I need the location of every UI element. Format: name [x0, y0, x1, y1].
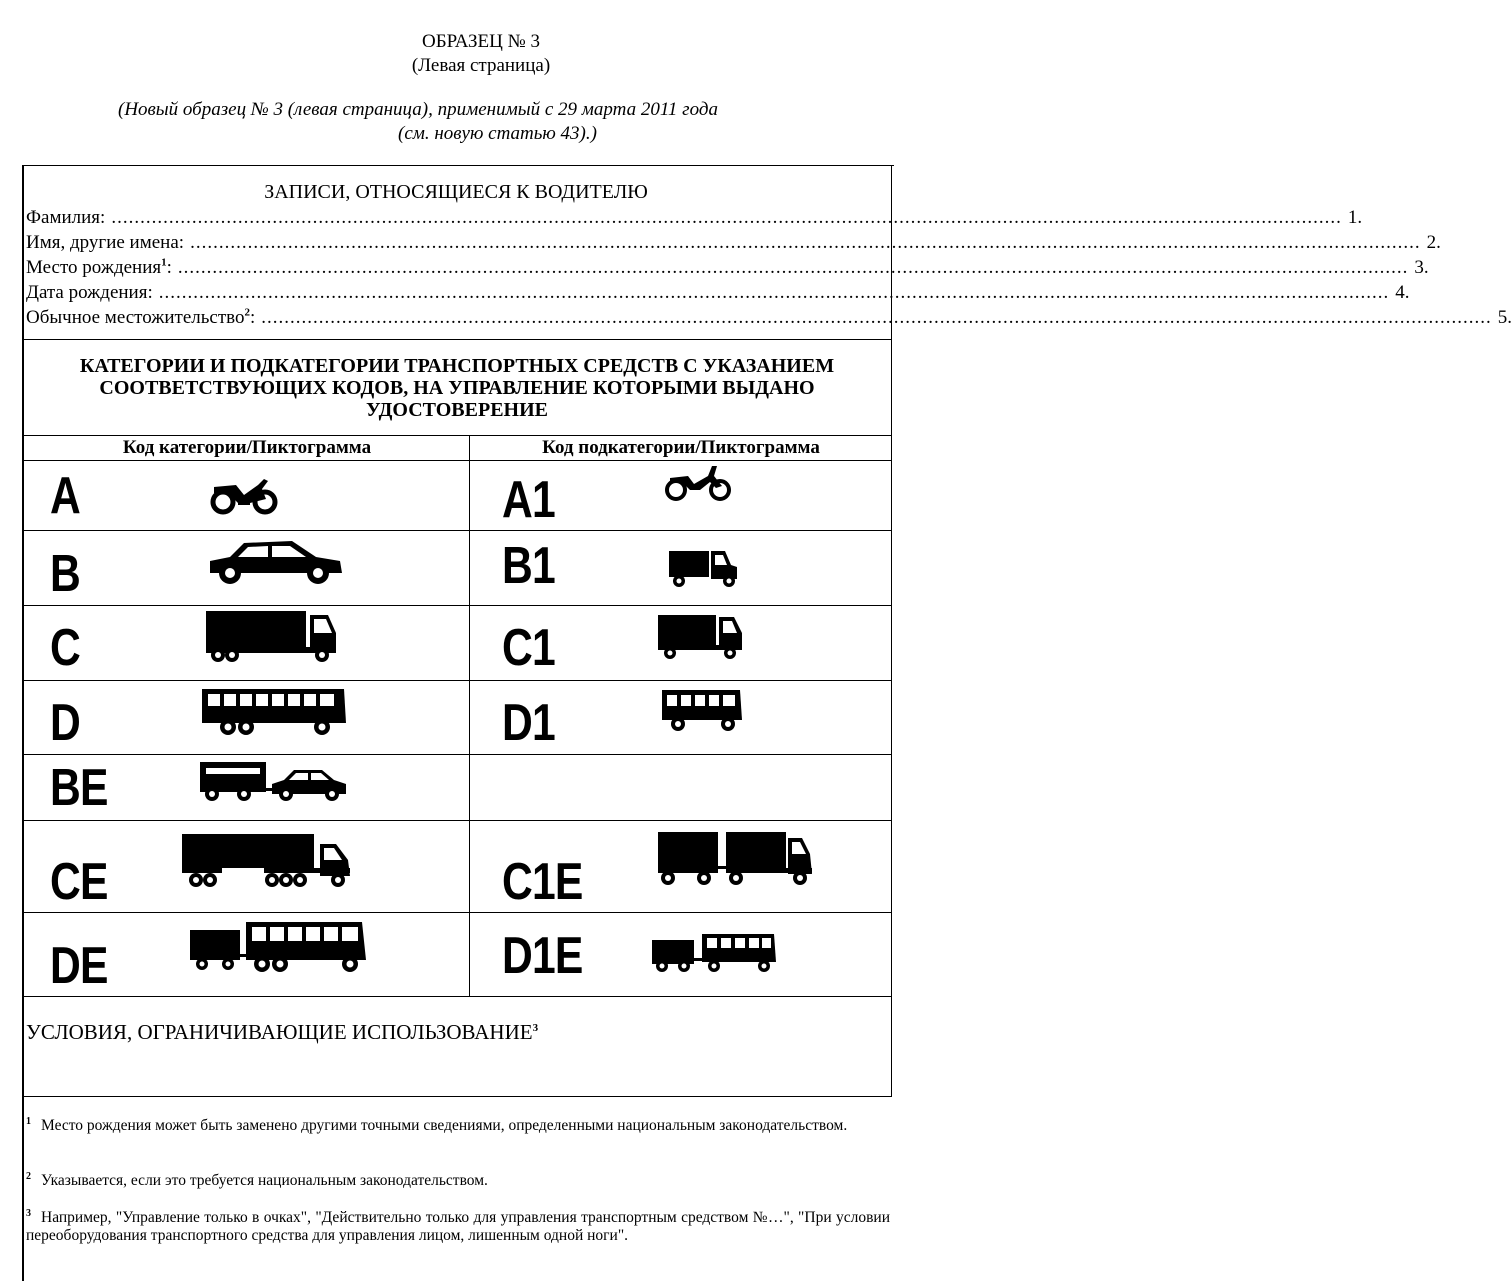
categories-title-line-3: УДОСТОВЕРЕНИЕ: [366, 399, 548, 421]
category-code: C: [50, 619, 80, 677]
footnote-ref: 1: [161, 256, 167, 269]
light-truck-icon: [656, 613, 744, 661]
light-truck-with-trailer-icon: [656, 830, 814, 888]
subcategory-code: C1: [502, 619, 555, 677]
note-line-1: (Новый образец № 3 (левая страница), применимый с 29 марта 2011 года: [118, 99, 718, 120]
category-code: D: [50, 694, 80, 752]
divider: [23, 435, 892, 436]
field-birthplace: [26, 255, 1429, 280]
note-line-2: (см. новую статью 43).): [398, 123, 597, 144]
bus-with-trailer-icon: [188, 920, 368, 974]
row-divider: [23, 820, 892, 821]
footnote-2: $^2$ Указывается, если это требуется национальным законодательством.: [26, 1170, 488, 1189]
category-code: B: [50, 545, 80, 603]
footnote-ref: 2: [244, 306, 250, 319]
row-divider: [23, 680, 892, 681]
field-number: 2.: [1426, 232, 1441, 253]
category-code: BE: [50, 759, 108, 817]
articulated-truck-icon: [180, 832, 352, 892]
row-divider: [23, 996, 892, 997]
tricycle-van-icon: [667, 549, 739, 591]
field-label: Фамилия:: [26, 207, 106, 228]
category-code: DE: [50, 937, 108, 995]
fill-line: ......................................................................................................................................................................................................................: [111, 207, 1342, 228]
row-divider: [23, 912, 892, 913]
category-code: CE: [50, 853, 108, 911]
field-label: Дата рождения:: [26, 282, 153, 303]
car-with-trailer-icon: [198, 760, 348, 806]
row-divider: [23, 530, 892, 531]
field-birthdate: [26, 280, 1410, 305]
footnote-1: $^1$ Место рождения может быть заменено другими точными сведениями, определенными национальным законодательством.: [26, 1115, 848, 1134]
field-given-names: [26, 230, 1441, 255]
fill-line: ......................................................................................................................................................................................................................: [261, 307, 1492, 328]
minibus-with-trailer-icon: [650, 932, 778, 974]
subcategory-code: D1: [502, 694, 555, 752]
field-number: 4.: [1395, 282, 1410, 303]
column-header-subcategory: Код подкатегории/Пиктограмма: [542, 437, 820, 458]
field-label: Обычное местожительство$^2$:: [26, 306, 256, 328]
motorcycle-icon: [210, 473, 278, 515]
field-residence: [26, 305, 1512, 330]
field-number: 3.: [1414, 257, 1429, 278]
form-frame: [22, 165, 894, 1281]
categories-title-line-1: КАТЕГОРИИ И ПОДКАТЕГОРИИ ТРАНСПОРТНЫХ СРЕДСТВ С УКАЗАНИЕМ: [79, 355, 835, 377]
subcategory-code: A1: [502, 471, 555, 529]
field-number: 5.: [1497, 307, 1512, 328]
divider: [23, 1096, 892, 1097]
fill-line: ......................................................................................................................................................................................................................: [158, 282, 1390, 303]
document-title: ОБРАЗЕЦ № 3: [422, 31, 540, 52]
footnote-ref: 3: [532, 1022, 539, 1034]
field-label: Имя, другие имена:: [26, 232, 185, 253]
bus-icon: [200, 687, 348, 737]
fill-line: ......................................................................................................................................................................................................................: [190, 232, 1421, 253]
light-motorcycle-icon: [664, 462, 732, 504]
row-divider: [23, 754, 892, 755]
truck-icon: [204, 609, 338, 663]
category-code: A: [50, 467, 80, 525]
document-subtitle: (Левая страница): [411, 55, 551, 76]
driver-section-title: ЗАПИСИ, ОТНОСЯЩИЕСЯ К ВОДИТЕЛЮ: [264, 181, 648, 203]
restrictions-label: УСЛОВИЯ, ОГРАНИЧИВАЮЩИЕ ИСПОЛЬЗОВАНИЕ$^3$: [26, 1020, 539, 1044]
subcategory-code: C1E: [502, 853, 583, 911]
field-surname: [26, 205, 1363, 230]
subcategory-code: D1E: [502, 927, 583, 985]
field-number: 1.: [1347, 207, 1363, 228]
categories-title-line-2: СООТВЕТСТВУЮЩИХ КОДОВ, НА УПРАВЛЕНИЕ КОТОРЫМИ ВЫДАНО: [99, 377, 815, 399]
minibus-icon: [660, 688, 744, 734]
footnote-3: $^3$ Например, "Управление только в очках", "Действительно только для управления транспортным средством №…", "При условии переоборудования транспортного средства для управления лицом, лишенным одной ноги".: [26, 1207, 890, 1244]
subcategory-code: B1: [502, 537, 555, 595]
field-label: Место рождения$^1$:: [26, 256, 172, 278]
divider: [23, 460, 892, 461]
row-divider: [23, 605, 892, 606]
divider: [23, 339, 892, 340]
car-icon: [208, 539, 344, 585]
column-header-category: Код категории/Пиктограмма: [122, 437, 372, 458]
fill-line: ......................................................................................................................................................................................................................: [177, 257, 1409, 278]
